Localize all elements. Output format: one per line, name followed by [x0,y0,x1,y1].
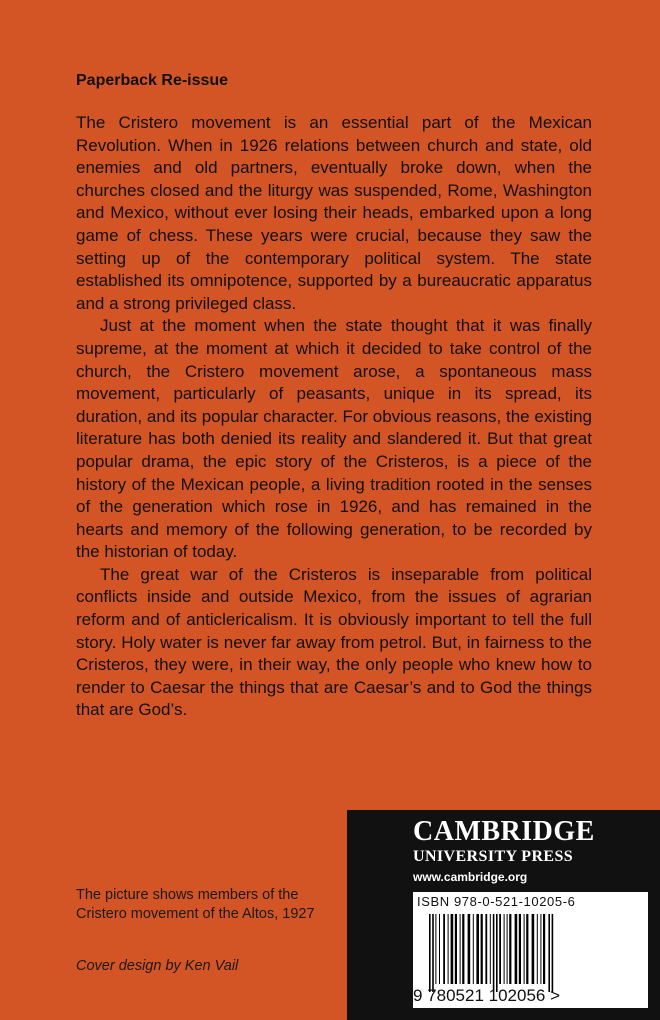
barcode-bar [455,914,457,984]
barcode-bar [504,914,505,984]
barcode-bar [448,914,449,984]
barcode-bar [493,914,495,992]
blurb-paragraph-2: Just at the moment when the state thought that it was finally supreme, at the moment at which it decided to take control of the church, the Cristero movement arose, a spontaneous mass movement, particularly of peasants, unique in its spread, its duration, and its popular character. For obvious reasons, the existing literature has both denied its reality and slandered it. But that great popular drama, the epic story of the Cristeros, is a piece of the history of the Mexican people, a living tradition rooted in the senses of the generation which rose in 1926, and has remained in the hearts and memory of the following generation, to be recorded by the historian of today. [76,316,592,562]
barcode-bar [519,914,521,984]
barcode-bar [432,914,434,992]
barcode-bar [429,914,431,992]
barcode-bar [485,914,487,984]
blurb [76,112,592,722]
barcode-bar [537,914,538,984]
barcode-bar [507,914,508,984]
cover-credit: Cover design by Ken Vail [76,958,239,974]
barcode-bar [548,914,550,992]
publisher-press: UNIVERSITY PRESS [413,848,574,865]
barcode-bar [526,914,528,984]
barcode-bar [451,914,454,984]
barcode-bar [543,914,545,984]
blurb-paragraph-3: The great war of the Cristeros is inseparable from political conflicts inside and outside Mexico, from the issues of agrarian reform and of anticlericalism. It is obviously important to tell the full story. Holy water is never far away from petrol. But, in fairness to the Cristeros, they were, in their way, the only people who knew how to render to Caesar the things that are Caesar’s and to God the things that are God’s. [76,564,592,720]
barcode-bar [540,914,541,984]
barcode-bar [524,914,525,984]
picture-caption: The picture shows members of the Cristero movement of the Altos, 1927 [76,887,315,922]
barcode-bar [439,914,440,984]
isbn-text: ISBN 978-0-521-10205-6 [417,894,576,909]
barcode-bar [435,914,436,984]
barcode-bar [509,914,511,984]
barcode-panel [413,892,648,1008]
publisher-panel [347,810,660,1020]
blurb-paragraph-1: The Cristero movement is an essential part of the Mexican Revolution. When in 1926 relations between church and state, old enemies and old partners, eventually broke down, when the churches closed and the liturgy was suspended, Rome, Washington and Mexico, without ever losing their heads, embarked upon a long game of chess. These years were crucial, because they saw the setting up of the contemporary political system. The state established its omnipotence, supported by a bureaucratic apparatus and a strong privileged class. [76,113,592,313]
barcode-bar [476,914,479,984]
barcode-bar [490,914,491,984]
barcode-bar [552,914,554,992]
barcode-bar [468,914,471,984]
publisher-name: CAMBRIDGE [413,816,595,847]
barcode-bar [473,914,474,984]
publisher-url: www.cambridge.org [413,870,528,884]
barcode-bar [443,914,445,984]
barcode-bar [496,914,498,992]
barcode-bar [462,914,464,984]
barcode-bar [515,914,518,984]
barcode-bar [481,914,483,984]
barcode-bar [499,914,501,984]
barcode-bar [532,914,535,984]
barcode-digits: 9 780521 102056 > [413,986,561,1005]
barcode-bar [460,914,461,984]
heading: Paperback Re-issue [76,72,229,89]
